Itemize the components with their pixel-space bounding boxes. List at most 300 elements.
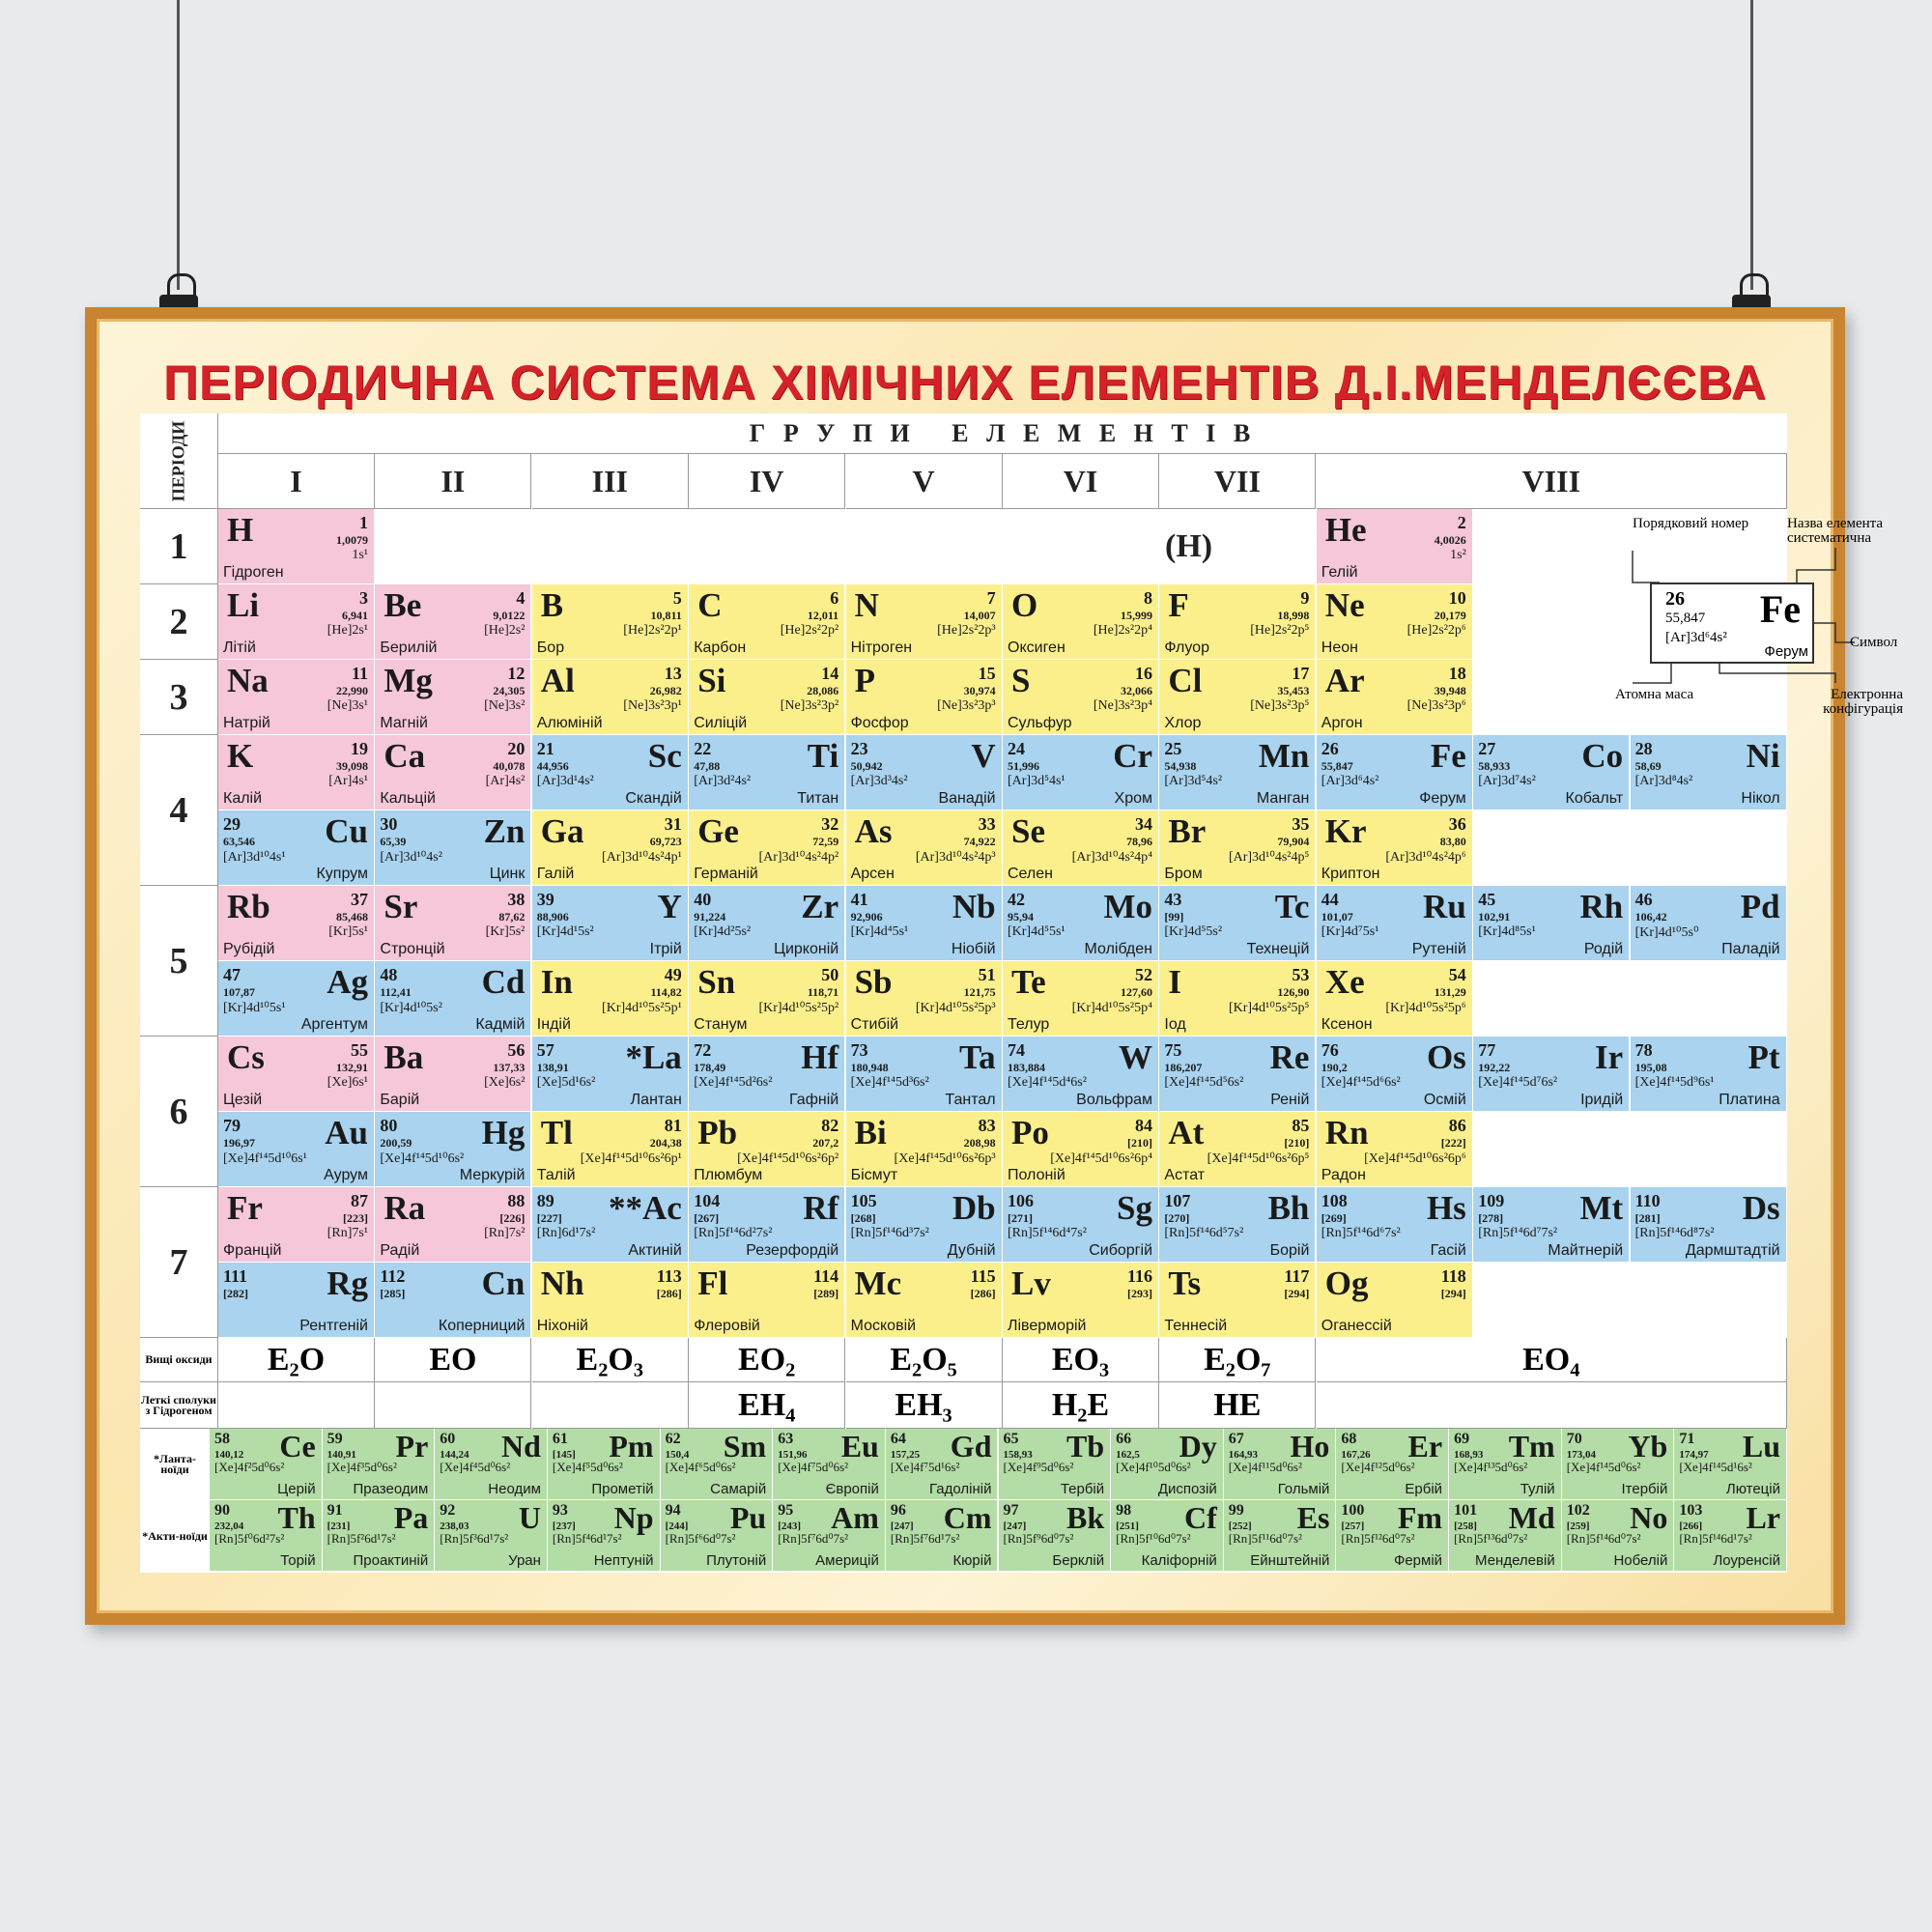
atomic-mass: 28,086 bbox=[807, 684, 839, 697]
atomic-number: 71 bbox=[1679, 1431, 1695, 1447]
element-cell-Cs[interactable] bbox=[218, 1037, 375, 1112]
electron-config: [Xe]4f¹⁴5d⁰6s² bbox=[1566, 1460, 1641, 1474]
atomic-number: 65 bbox=[1003, 1431, 1019, 1447]
electron-config: [Xe]4f⁷5d¹6s² bbox=[890, 1460, 960, 1474]
atomic-number: 83 bbox=[978, 1116, 996, 1135]
atomic-mass: 162,5 bbox=[1116, 1449, 1140, 1461]
element-cell-At[interactable] bbox=[1159, 1112, 1316, 1187]
group-header-2: II bbox=[375, 454, 531, 509]
element-cell-Fm[interactable] bbox=[1336, 1500, 1449, 1572]
element-cell-Zr[interactable] bbox=[689, 886, 845, 961]
element-cell-Zn[interactable] bbox=[375, 810, 531, 886]
element-name: Плутоній bbox=[706, 1552, 767, 1569]
element-cell-Sb[interactable] bbox=[846, 961, 1003, 1037]
element-name: Європій bbox=[825, 1481, 879, 1497]
element-symbol: Pu bbox=[729, 1500, 767, 1535]
element-name: Натрій bbox=[223, 715, 270, 731]
element-symbol: Ag bbox=[327, 963, 368, 1001]
element-symbol: Ti bbox=[807, 737, 839, 775]
atomic-number: 52 bbox=[1135, 965, 1152, 984]
element-symbol: Rf bbox=[803, 1189, 839, 1227]
element-cell-Cd[interactable] bbox=[375, 961, 531, 1037]
element-cell-Ce[interactable] bbox=[210, 1429, 323, 1500]
element-cell-Ga[interactable] bbox=[532, 810, 689, 886]
electron-config: [Kr]4d⁸5s¹ bbox=[1478, 924, 1536, 939]
element-symbol: Cf bbox=[1184, 1500, 1217, 1535]
atomic-number: 106 bbox=[1008, 1191, 1034, 1210]
element-symbol: Ba bbox=[384, 1038, 424, 1076]
electron-config: [Kr]4d¹⁰5s²5p³ bbox=[915, 1001, 996, 1015]
element-name: Дармштадтій bbox=[1685, 1242, 1780, 1259]
element-name: Талій bbox=[536, 1167, 576, 1183]
element-cell-Ge[interactable] bbox=[689, 810, 845, 886]
element-name: Реній bbox=[1270, 1092, 1310, 1108]
element-cell-Tc[interactable] bbox=[1159, 886, 1316, 961]
element-cell-Cn[interactable] bbox=[375, 1263, 531, 1338]
element-cell-Dy[interactable] bbox=[1111, 1429, 1224, 1500]
element-cell-Bk[interactable] bbox=[999, 1500, 1112, 1572]
higher-oxide-7: E₂O₇ bbox=[1159, 1338, 1316, 1382]
atomic-number: 85 bbox=[1292, 1116, 1310, 1135]
element-cell-Pm[interactable] bbox=[548, 1429, 661, 1500]
element-symbol: Cd bbox=[481, 963, 526, 1001]
element-cell-Rf[interactable] bbox=[689, 1187, 845, 1263]
element-cell-Y[interactable] bbox=[532, 886, 689, 961]
electron-config: [Xe]4f¹⁴5d³6s² bbox=[850, 1075, 929, 1090]
element-cell-Ne[interactable] bbox=[1317, 584, 1473, 660]
element-symbol: Pt bbox=[1747, 1038, 1780, 1076]
element-cell-Ra[interactable] bbox=[375, 1187, 531, 1263]
element-name: Рентгеній bbox=[299, 1318, 368, 1334]
atomic-mass: 35,453 bbox=[1277, 684, 1310, 697]
element-name: Берилій bbox=[380, 639, 438, 656]
atomic-number: 45 bbox=[1478, 890, 1496, 909]
element-cell-Th[interactable] bbox=[210, 1500, 323, 1572]
electron-config: [Rn]7s¹ bbox=[327, 1226, 368, 1240]
atomic-number: 110 bbox=[1634, 1191, 1661, 1210]
element-cell-Kr[interactable] bbox=[1317, 810, 1473, 886]
element-cell-Ds[interactable] bbox=[1631, 1187, 1787, 1263]
element-cell-Cr[interactable] bbox=[1003, 735, 1159, 810]
element-cell-Cf[interactable] bbox=[1111, 1500, 1224, 1572]
atomic-number: 25 bbox=[1164, 739, 1182, 758]
atomic-mass: 174,97 bbox=[1679, 1449, 1709, 1461]
element-name: Купрум bbox=[316, 866, 368, 882]
element-cell-Mo[interactable] bbox=[1003, 886, 1159, 961]
element-cell-Nb[interactable] bbox=[846, 886, 1003, 961]
element-cell-Mn[interactable] bbox=[1159, 735, 1316, 810]
atomic-number: 98 bbox=[1116, 1502, 1132, 1519]
electron-config: [Ar]3d¹⁰4s¹ bbox=[223, 850, 286, 865]
electron-config: [Rn]5f¹⁴6d⁷7s² bbox=[1478, 1226, 1558, 1240]
element-cell-Bh[interactable] bbox=[1159, 1187, 1316, 1263]
element-symbol: N bbox=[854, 586, 879, 624]
element-cell-Bi[interactable] bbox=[846, 1112, 1003, 1187]
element-cell-Sm[interactable] bbox=[661, 1429, 774, 1500]
element-cell-In[interactable] bbox=[532, 961, 689, 1037]
element-cell-Pu[interactable] bbox=[661, 1500, 774, 1572]
element-cell-Mc[interactable] bbox=[846, 1263, 1003, 1338]
element-symbol: Zr bbox=[801, 888, 839, 925]
element-cell-Te[interactable] bbox=[1003, 961, 1159, 1037]
element-cell-H[interactable] bbox=[218, 509, 375, 584]
element-name: Бісмут bbox=[850, 1167, 898, 1183]
electron-config: [Xe]4f¹⁴5d¹⁰6s¹ bbox=[223, 1151, 307, 1166]
element-cell-Rh[interactable] bbox=[1473, 886, 1630, 961]
element-name: Сульфур bbox=[1008, 715, 1072, 731]
element-cell-P[interactable] bbox=[846, 660, 1003, 735]
element-cell-Pa[interactable] bbox=[323, 1500, 436, 1572]
element-symbol: Na bbox=[227, 662, 269, 699]
element-cell-Pb[interactable] bbox=[689, 1112, 845, 1187]
atomic-number: 55 bbox=[351, 1040, 368, 1060]
element-symbol: Ra bbox=[384, 1189, 426, 1227]
element-symbol: He bbox=[1324, 511, 1367, 549]
atomic-number: 53 bbox=[1292, 965, 1310, 984]
element-symbol: Ds bbox=[1742, 1189, 1780, 1227]
element-symbol: Ir bbox=[1595, 1038, 1624, 1076]
element-cell-Sg[interactable] bbox=[1003, 1187, 1159, 1263]
electron-config: [Xe]4f³5d⁰6s² bbox=[327, 1460, 397, 1474]
element-cell-Yb[interactable] bbox=[1562, 1429, 1675, 1500]
element-name: Радон bbox=[1321, 1167, 1366, 1183]
atomic-mass: 167,26 bbox=[1341, 1449, 1371, 1461]
group-header-6: VI bbox=[1003, 454, 1159, 509]
element-cell-Fl[interactable] bbox=[689, 1263, 845, 1338]
element-cell-Lv[interactable] bbox=[1003, 1263, 1159, 1338]
element-cell-Mt[interactable] bbox=[1473, 1187, 1630, 1263]
element-name: Майтнерій bbox=[1548, 1242, 1624, 1259]
element-cell-Si[interactable] bbox=[689, 660, 845, 735]
element-name: Фермій bbox=[1393, 1552, 1443, 1569]
element-cell-W[interactable] bbox=[1003, 1037, 1159, 1112]
element-symbol: Np bbox=[613, 1500, 654, 1535]
element-cell-As[interactable] bbox=[846, 810, 1003, 886]
element-cell-Ho[interactable] bbox=[1224, 1429, 1337, 1500]
atomic-mass: 157,25 bbox=[890, 1449, 921, 1461]
atomic-mass: 20,179 bbox=[1434, 609, 1466, 622]
element-symbol: *La bbox=[625, 1038, 682, 1076]
element-cell-Ru[interactable] bbox=[1317, 886, 1473, 961]
element-cell-V[interactable] bbox=[846, 735, 1003, 810]
element-name: Теннесій bbox=[1164, 1318, 1228, 1334]
electron-config: [Xe]4f⁹5d⁰6s² bbox=[1003, 1460, 1074, 1474]
element-symbol: Co bbox=[1581, 737, 1624, 775]
element-symbol: Br bbox=[1168, 812, 1207, 850]
group-header-1: I bbox=[218, 454, 375, 509]
electron-config: [Ar]3d¹⁰4s² bbox=[380, 850, 442, 865]
element-cell-I[interactable] bbox=[1159, 961, 1316, 1037]
hanging-wire-right bbox=[1750, 0, 1753, 290]
element-cell-S[interactable] bbox=[1003, 660, 1159, 735]
electron-config: [Rn]5f¹⁴6d³7s² bbox=[850, 1226, 929, 1240]
element-cell-Na[interactable] bbox=[218, 660, 375, 735]
element-symbol: Dy bbox=[1179, 1429, 1217, 1463]
element-cell-Ca[interactable] bbox=[375, 735, 531, 810]
element-symbol: Fm bbox=[1397, 1500, 1443, 1535]
atomic-number: 30 bbox=[380, 814, 398, 834]
element-cell-Be[interactable] bbox=[375, 584, 531, 660]
element-cell-Er[interactable] bbox=[1336, 1429, 1449, 1500]
element-cell-Cl[interactable] bbox=[1159, 660, 1316, 735]
element-cell-Nh[interactable] bbox=[532, 1263, 689, 1338]
electron-config: [Ar]4s¹ bbox=[328, 774, 368, 788]
element-cell-Ba[interactable] bbox=[375, 1037, 531, 1112]
element-symbol: Ne bbox=[1324, 586, 1365, 624]
element-cell-Eu[interactable] bbox=[773, 1429, 886, 1500]
element-cell-Sc[interactable] bbox=[532, 735, 689, 810]
element-name: Алюміній bbox=[536, 715, 603, 731]
element-name: Силіцій bbox=[694, 715, 748, 731]
atomic-mass: 72,59 bbox=[812, 835, 839, 848]
element-cell-Re[interactable] bbox=[1159, 1037, 1316, 1112]
element-cell-Tb[interactable] bbox=[999, 1429, 1112, 1500]
element-cell-Co[interactable] bbox=[1473, 735, 1630, 810]
atomic-mass: [281] bbox=[1634, 1211, 1661, 1225]
electron-config: [Kr]4d¹⁰5s⁰ bbox=[1634, 925, 1699, 940]
element-name: Неодим bbox=[488, 1481, 541, 1497]
lanthanides-label: *Ланта-ноїди bbox=[154, 1452, 196, 1476]
element-cell-Ts[interactable] bbox=[1159, 1263, 1316, 1338]
electron-config: [Rn]5f⁷6d¹7s² bbox=[890, 1531, 960, 1546]
element-name: Торій bbox=[280, 1552, 316, 1569]
atomic-number: 13 bbox=[664, 664, 682, 683]
element-cell-Cm[interactable] bbox=[886, 1500, 999, 1572]
element-name: Кальцій bbox=[380, 790, 436, 807]
element-name: Ніхоній bbox=[536, 1318, 588, 1334]
element-cell-N[interactable] bbox=[846, 584, 1003, 660]
element-cell-C[interactable] bbox=[689, 584, 845, 660]
element-cell-Cu[interactable] bbox=[218, 810, 375, 886]
element-cell-Ag[interactable] bbox=[218, 961, 375, 1037]
element-name: Ванадій bbox=[938, 790, 996, 807]
element-symbol: Zn bbox=[483, 812, 526, 850]
element-cell-Br[interactable] bbox=[1159, 810, 1316, 886]
element-cell-Al[interactable] bbox=[532, 660, 689, 735]
electron-config: [Ne]3s²3p⁶ bbox=[1406, 698, 1466, 713]
element-name: Стибій bbox=[850, 1016, 899, 1033]
hydride-8 bbox=[1317, 1382, 1787, 1429]
atomic-mass: 140,12 bbox=[214, 1449, 244, 1461]
electron-config: [Rn]5f¹⁴6d⁸7s² bbox=[1634, 1226, 1715, 1240]
atomic-mass: 232,04 bbox=[214, 1520, 244, 1532]
period-label-3: 3 bbox=[140, 660, 218, 735]
element-symbol: Tm bbox=[1508, 1429, 1555, 1463]
element-cell-Os[interactable] bbox=[1317, 1037, 1473, 1112]
element-cell-K[interactable] bbox=[218, 735, 375, 810]
atomic-mass: 95,94 bbox=[1008, 910, 1034, 923]
element-name: Плюмбум bbox=[694, 1167, 763, 1183]
element-cell-Hf[interactable] bbox=[689, 1037, 845, 1112]
element-cell-Lu[interactable] bbox=[1674, 1429, 1787, 1500]
element-cell-La[interactable] bbox=[532, 1037, 689, 1112]
element-symbol: Og bbox=[1324, 1264, 1369, 1302]
element-cell-Hs[interactable] bbox=[1317, 1187, 1473, 1263]
element-cell-He[interactable] bbox=[1317, 509, 1473, 584]
element-cell-Xe[interactable] bbox=[1317, 961, 1473, 1037]
element-name: Рубідій bbox=[223, 941, 275, 957]
atomic-number: 28 bbox=[1634, 739, 1653, 758]
element-cell-Nd[interactable] bbox=[435, 1429, 548, 1500]
element-cell-Np[interactable] bbox=[548, 1500, 661, 1572]
atomic-number: 62 bbox=[665, 1431, 681, 1447]
electron-config: [Xe]4f¹⁴5d⁹6s¹ bbox=[1634, 1075, 1715, 1090]
atomic-number: 64 bbox=[890, 1431, 906, 1447]
element-symbol: Rb bbox=[227, 888, 270, 925]
element-cell-Rg[interactable] bbox=[218, 1263, 375, 1338]
electron-config: [Ne]3s²3p⁵ bbox=[1250, 698, 1310, 713]
element-cell-Es[interactable] bbox=[1224, 1500, 1337, 1572]
element-cell-No[interactable] bbox=[1562, 1500, 1675, 1572]
electron-config: [He]2s²2p³ bbox=[937, 623, 996, 638]
atomic-number: 16 bbox=[1135, 664, 1152, 683]
atomic-number: 37 bbox=[351, 890, 368, 909]
element-cell-Am[interactable] bbox=[773, 1500, 886, 1572]
element-cell-Fr[interactable] bbox=[218, 1187, 375, 1263]
element-name: Ксенон bbox=[1321, 1016, 1373, 1033]
element-cell-Md[interactable] bbox=[1449, 1500, 1562, 1572]
element-name: Ліверморій bbox=[1008, 1318, 1087, 1334]
atomic-mass: [223] bbox=[343, 1211, 368, 1225]
atomic-mass: 26,982 bbox=[649, 684, 682, 697]
element-cell-Hg[interactable] bbox=[375, 1112, 531, 1187]
higher-oxide-4: EO₂ bbox=[689, 1338, 845, 1382]
atomic-mass: 58,933 bbox=[1478, 759, 1511, 773]
atomic-number: 69 bbox=[1454, 1431, 1470, 1447]
element-symbol: Rn bbox=[1324, 1114, 1369, 1151]
element-cell-Po[interactable] bbox=[1003, 1112, 1159, 1187]
atomic-mass: [293] bbox=[1127, 1287, 1152, 1300]
element-name: Полоній bbox=[1008, 1167, 1065, 1183]
atomic-mass: 144,24 bbox=[440, 1449, 469, 1461]
element-symbol: Ga bbox=[540, 812, 584, 850]
element-symbol: Sc bbox=[647, 737, 682, 775]
electron-config: [He]2s¹ bbox=[327, 623, 368, 638]
element-name: Родій bbox=[1583, 941, 1624, 957]
element-cell-Ir[interactable] bbox=[1473, 1037, 1630, 1112]
element-name: Титан bbox=[797, 790, 839, 807]
element-cell-Pt[interactable] bbox=[1631, 1037, 1787, 1112]
atomic-mass: [247] bbox=[890, 1520, 914, 1532]
element-cell-Tm[interactable] bbox=[1449, 1429, 1562, 1500]
element-cell-Pr[interactable] bbox=[323, 1429, 436, 1500]
legend-mass-label: Атомна маса bbox=[1615, 687, 1694, 702]
element-cell-Sr[interactable] bbox=[375, 886, 531, 961]
element-symbol: Re bbox=[1269, 1038, 1310, 1076]
atomic-number: 117 bbox=[1284, 1266, 1310, 1286]
element-cell-F[interactable] bbox=[1159, 584, 1316, 660]
atomic-mass: 186,207 bbox=[1164, 1061, 1203, 1074]
element-cell-Ar[interactable] bbox=[1317, 660, 1473, 735]
element-cell-Sn[interactable] bbox=[689, 961, 845, 1037]
atomic-number: 104 bbox=[694, 1191, 721, 1210]
electron-config: [Ar]3d⁶4s² bbox=[1321, 774, 1379, 788]
element-symbol: Se bbox=[1011, 812, 1045, 850]
element-cell-Fe[interactable] bbox=[1317, 735, 1473, 810]
element-cell-Mg[interactable] bbox=[375, 660, 531, 735]
period-label-4: 4 bbox=[140, 735, 218, 886]
element-cell-Se[interactable] bbox=[1003, 810, 1159, 886]
electron-config: [Xe]4f¹⁴5d¹⁰6s²6p⁴ bbox=[1050, 1151, 1152, 1166]
atomic-number: 109 bbox=[1478, 1191, 1505, 1210]
element-name: Калій bbox=[223, 790, 263, 807]
electron-config: [Kr]5s¹ bbox=[328, 924, 368, 939]
atomic-mass: [243] bbox=[778, 1520, 802, 1532]
electron-config: [He]2s²2p² bbox=[780, 623, 839, 638]
element-cell-Ta[interactable] bbox=[846, 1037, 1003, 1112]
electron-config: [Rn]5f⁹6d⁰7s² bbox=[1003, 1531, 1074, 1546]
atomic-number: 23 bbox=[850, 739, 868, 758]
atomic-number: 91 bbox=[327, 1502, 343, 1519]
element-symbol: Nb bbox=[952, 888, 996, 925]
element-cell-Li[interactable] bbox=[218, 584, 375, 660]
element-symbol: Cs bbox=[227, 1038, 265, 1076]
electron-config: [Rn]7s² bbox=[484, 1226, 526, 1240]
electron-config: [Xe]6s² bbox=[484, 1075, 526, 1090]
atomic-mass: 30,974 bbox=[963, 684, 996, 697]
atomic-number: 82 bbox=[821, 1116, 839, 1135]
electron-config: [Ar]3d¹4s² bbox=[536, 774, 594, 788]
element-cell-Ac[interactable] bbox=[532, 1187, 689, 1263]
element-cell-Rn[interactable] bbox=[1317, 1112, 1473, 1187]
element-cell-Rb[interactable] bbox=[218, 886, 375, 961]
element-cell-O[interactable] bbox=[1003, 584, 1159, 660]
element-symbol: Lr bbox=[1746, 1500, 1780, 1535]
element-cell-Og[interactable] bbox=[1317, 1263, 1473, 1338]
electron-config: [Rn]5f⁴6d¹7s² bbox=[552, 1531, 622, 1546]
atomic-mass: 69,723 bbox=[649, 835, 682, 848]
element-symbol: O bbox=[1011, 586, 1038, 624]
element-symbol: Au bbox=[325, 1114, 368, 1151]
electron-config: [Ar]3d¹⁰4s²4p⁴ bbox=[1071, 850, 1152, 865]
element-cell-Pd[interactable] bbox=[1631, 886, 1787, 961]
electron-config: [Ar]4s² bbox=[485, 774, 526, 788]
electron-config: [Kr]4d⁴5s¹ bbox=[850, 924, 909, 939]
atomic-mass: [278] bbox=[1478, 1211, 1504, 1225]
element-name: Станум bbox=[694, 1016, 748, 1033]
electron-config: [Kr]4d¹⁰5s² bbox=[380, 1001, 442, 1015]
element-name: Барій bbox=[380, 1092, 420, 1108]
atomic-mass: [231] bbox=[327, 1520, 351, 1532]
element-cell-Tl[interactable] bbox=[532, 1112, 689, 1187]
element-symbol: Pm bbox=[609, 1429, 654, 1463]
legend-ordinal-label: Порядковий номер bbox=[1633, 516, 1749, 531]
element-symbol: Mt bbox=[1579, 1189, 1624, 1227]
element-cell-Db[interactable] bbox=[846, 1187, 1003, 1263]
element-cell-Au[interactable] bbox=[218, 1112, 375, 1187]
element-cell-Lr[interactable] bbox=[1674, 1500, 1787, 1572]
atomic-mass: 208,98 bbox=[963, 1136, 996, 1150]
element-name: Дубній bbox=[947, 1242, 996, 1259]
element-cell-U[interactable] bbox=[435, 1500, 548, 1572]
legend bbox=[1613, 517, 1903, 749]
legend-number: 26 bbox=[1665, 588, 1685, 610]
element-cell-Gd[interactable] bbox=[886, 1429, 999, 1500]
atomic-number: 20 bbox=[507, 739, 526, 758]
element-symbol: W bbox=[1119, 1038, 1152, 1076]
atomic-mass: 158,93 bbox=[1003, 1449, 1033, 1461]
element-name: Стронцій bbox=[380, 941, 445, 957]
element-name: Цирконій bbox=[774, 941, 839, 957]
element-name: Аргентум bbox=[300, 1016, 368, 1033]
atomic-number: 88 bbox=[507, 1191, 526, 1210]
atomic-number: 78 bbox=[1634, 1040, 1653, 1060]
element-cell-Ti[interactable] bbox=[689, 735, 845, 810]
atomic-mass: 88,906 bbox=[536, 910, 569, 923]
atomic-number: 41 bbox=[850, 890, 868, 909]
element-cell-B[interactable] bbox=[532, 584, 689, 660]
electron-config: [Ne]3s²3p³ bbox=[937, 698, 996, 713]
